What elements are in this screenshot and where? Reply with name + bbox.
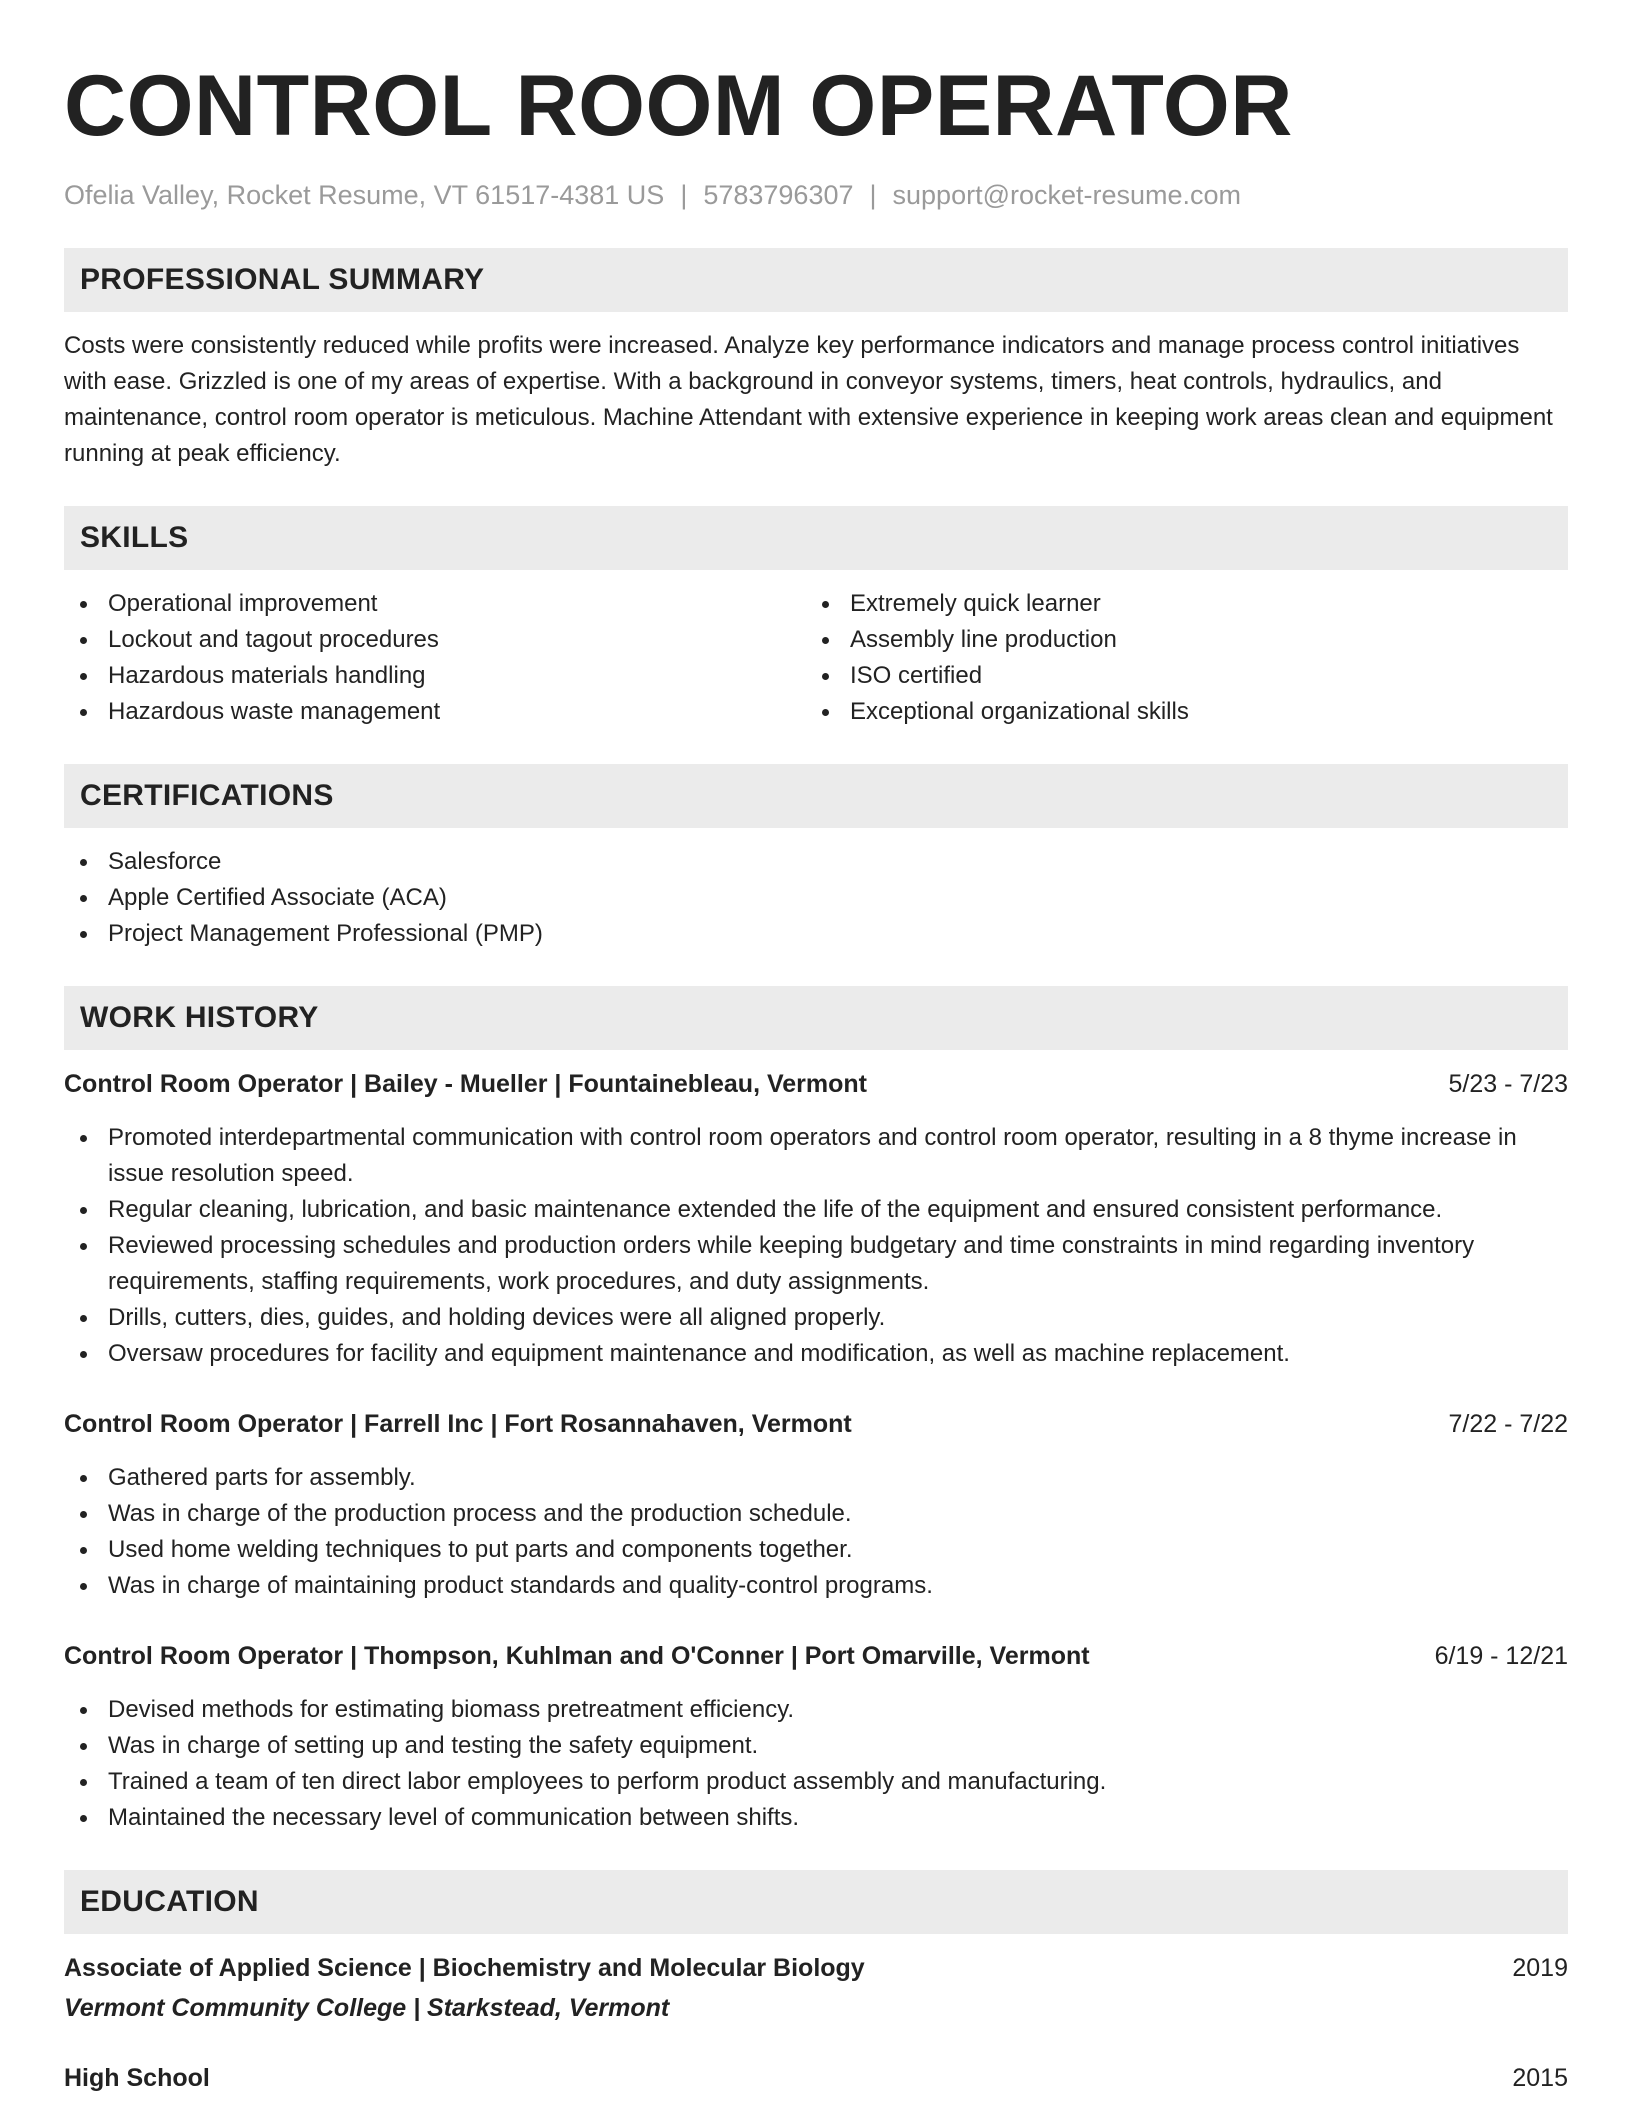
job-bullet: Reviewed processing schedules and production orders while keeping budgetary and time constraints in mind regarding inventory requirements, staffing requirements, work procedures, and duty assignments. <box>64 1228 1568 1300</box>
job-bullet: Was in charge of setting up and testing the safety equipment. <box>64 1728 1568 1764</box>
job-bullet: Drills, cutters, dies, guides, and holding devices were all aligned properly. <box>64 1300 1568 1336</box>
skills-list-right <box>806 586 1548 730</box>
education-degree: Associate of Applied Science | Biochemistry and Molecular Biology <box>64 1954 865 1982</box>
job-bullet: Oversaw procedures for facility and equipment maintenance and modification, as well as machine replacement. <box>64 1336 1568 1372</box>
contact-separator: | <box>869 180 877 210</box>
education-section <box>64 1870 1568 2096</box>
contact-line <box>64 178 1568 212</box>
certifications-section <box>64 764 1568 952</box>
education-heading: EDUCATION <box>64 1870 1568 1934</box>
contact-address: Ofelia Valley, Rocket Resume, VT 61517-4381 US <box>64 180 665 210</box>
job-header <box>64 1638 1568 1674</box>
skill-item: ISO certified <box>806 658 1548 694</box>
job-header <box>64 1066 1568 1102</box>
skill-item: Exceptional organizational skills <box>806 694 1548 730</box>
education-header <box>64 1950 1568 1986</box>
job-entry <box>64 1066 1568 1372</box>
skill-item: Operational improvement <box>64 586 806 622</box>
skill-item: Assembly line production <box>806 622 1548 658</box>
skills-grid <box>64 586 1568 730</box>
skills-list-left <box>64 586 806 730</box>
contact-phone: 5783796307 <box>703 180 854 210</box>
skills-heading: SKILLS <box>64 506 1568 570</box>
education-year: 2019 <box>1512 1954 1568 1982</box>
work-history-section <box>64 986 1568 1836</box>
job-bullets <box>64 1692 1568 1836</box>
skill-item: Extremely quick learner <box>806 586 1548 622</box>
work-history-heading: WORK HISTORY <box>64 986 1568 1050</box>
job-entry <box>64 1638 1568 1836</box>
contact-email[interactable]: support@rocket-resume.com <box>892 180 1242 210</box>
job-bullet: Maintained the necessary level of communication between shifts. <box>64 1800 1568 1836</box>
certification-item: Apple Certified Associate (ACA) <box>64 880 1568 916</box>
education-degree: High School <box>64 2064 210 2092</box>
education-year: 2015 <box>1512 2064 1568 2092</box>
education-entry <box>64 2060 1568 2096</box>
job-title: Control Room Operator | Farrell Inc | Fort Rosannahaven, Vermont <box>64 1410 852 1438</box>
skill-item: Hazardous waste management <box>64 694 806 730</box>
certifications-list <box>64 844 1568 952</box>
skills-section <box>64 506 1568 730</box>
summary-text: Costs were consistently reduced while profits were increased. Analyze key performance indicators and manage process control initiatives with ease. Grizzled is one of my areas of expertise. With a background in conveyor systems, timers, heat controls, hydraulics, and maintenance, control room operator is meticulous. Machine Attendant with extensive experience in keeping work areas clean and equipment running at peak efficiency. <box>64 332 1553 467</box>
job-entry <box>64 1406 1568 1604</box>
job-bullet: Regular cleaning, lubrication, and basic maintenance extended the life of the equipment and ensured consistent performance. <box>64 1192 1568 1228</box>
certifications-heading: CERTIFICATIONS <box>64 764 1568 828</box>
certification-item: Salesforce <box>64 844 1568 880</box>
candidate-name: CONTROL ROOM OPERATOR <box>64 58 1293 154</box>
skill-item: Lockout and tagout procedures <box>64 622 806 658</box>
job-bullets <box>64 1120 1568 1372</box>
job-bullet: Was in charge of maintaining product standards and quality-control programs. <box>64 1568 1568 1604</box>
job-bullet: Was in charge of the production process and the production schedule. <box>64 1496 1568 1532</box>
job-bullet: Promoted interdepartmental communication with control room operators and control room operator, resulting in a 8 thyme increase in issue resolution speed. <box>64 1120 1568 1192</box>
job-title: Control Room Operator | Bailey - Mueller | Fountainebleau, Vermont <box>64 1070 867 1098</box>
resume-page <box>64 56 1568 2096</box>
education-header <box>64 2060 1568 2096</box>
education-entry <box>64 1950 1568 2026</box>
job-bullets <box>64 1460 1568 1604</box>
job-title: Control Room Operator | Thompson, Kuhlman and O'Conner | Port Omarville, Vermont <box>64 1642 1090 1670</box>
summary-section <box>64 248 1568 472</box>
skill-item: Hazardous materials handling <box>64 658 806 694</box>
job-dates: 5/23 - 7/23 <box>1448 1070 1568 1098</box>
job-dates: 6/19 - 12/21 <box>1434 1642 1568 1670</box>
job-bullet: Trained a team of ten direct labor employees to perform product assembly and manufacturing. <box>64 1764 1568 1800</box>
job-bullet: Used home welding techniques to put parts and components together. <box>64 1532 1568 1568</box>
job-bullet: Gathered parts for assembly. <box>64 1460 1568 1496</box>
education-school: Vermont Community College | Starkstead, Vermont <box>64 1994 670 2022</box>
certification-item: Project Management Professional (PMP) <box>64 916 1568 952</box>
job-dates: 7/22 - 7/22 <box>1448 1410 1568 1438</box>
job-header <box>64 1406 1568 1442</box>
job-bullet: Devised methods for estimating biomass pretreatment efficiency. <box>64 1692 1568 1728</box>
contact-separator: | <box>680 180 688 210</box>
summary-heading: PROFESSIONAL SUMMARY <box>64 248 1568 312</box>
